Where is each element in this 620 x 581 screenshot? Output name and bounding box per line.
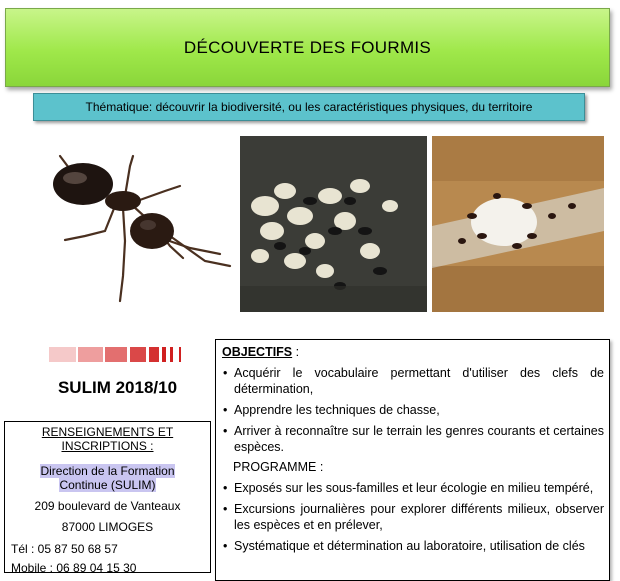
list-item [223, 480, 604, 496]
objectifs-heading [222, 345, 609, 359]
stripe-segment [105, 347, 127, 362]
contact-address: 209 boulevard de Vanteaux [34, 499, 181, 513]
stripe-segment [78, 347, 103, 362]
programme-list [216, 480, 609, 554]
contact-city: 87000 LIMOGES [61, 520, 154, 534]
list-item [223, 501, 604, 533]
bullet: • [223, 403, 228, 417]
list-item-text: Apprendre les techniques de chasse, [234, 403, 440, 417]
ant-colony-with-larvae-photo [240, 136, 427, 312]
list-item [223, 402, 604, 418]
objectifs-suffix: : [292, 345, 300, 359]
list-item-text: Exposés sur les sous-familles et leur écologie en milieu tempéré, [234, 481, 594, 495]
ants-in-test-tube-nest-photo [432, 136, 604, 312]
list-item-text: Acquérir le vocabulaire permettant d'utiliser des clefs de détermination, [234, 366, 604, 396]
bullet: • [223, 366, 228, 380]
list-item-text: Excursions journalières pour explorer différents milieux, observer les espèces et en prélever, [234, 502, 604, 532]
bullet: • [223, 502, 228, 516]
programme-heading [233, 460, 609, 474]
stripe-segment [130, 347, 146, 362]
stripe-segment [162, 347, 166, 362]
ant-closeup-photo [5, 136, 235, 312]
list-item-text: Systématique et détermination au laboratoire, utilisation de clés [234, 539, 585, 553]
page-title: DÉCOUVERTE DES FOURMIS [183, 38, 432, 57]
programme-suffix: : [316, 460, 324, 474]
stripe-segment [149, 347, 159, 362]
org-line: Continue (SULIM) [59, 478, 156, 492]
bullet: • [223, 424, 228, 438]
objectifs-list [216, 365, 609, 455]
contact-tel: Tél : 05 87 50 68 57 [11, 542, 118, 556]
course-code: SULIM 2018/10 [57, 378, 178, 397]
list-item-text: Arriver à reconnaître sur le terrain les genres courants et certaines espèces. [234, 424, 604, 454]
list-item [223, 423, 604, 455]
stripe-segment [179, 347, 181, 362]
contact-heading-line: INSCRIPTIONS : [61, 439, 154, 453]
contact-heading [5, 425, 210, 453]
content-box [215, 339, 610, 581]
contact-mobile: Mobile : 06 89 04 15 30 [11, 561, 137, 575]
contact-organization [34, 464, 182, 492]
list-item [223, 365, 604, 397]
org-line: Direction de la Formation [40, 464, 175, 478]
stripe-segment [49, 347, 76, 362]
bullet: • [223, 481, 228, 495]
list-item [223, 538, 604, 554]
bullet: • [223, 539, 228, 553]
objectifs-title: OBJECTIFS [222, 345, 293, 359]
theme-banner: Thématique: découvrir la biodiversité, ou les caractéristiques physiques, du territoire [33, 93, 585, 121]
contact-box [4, 421, 211, 573]
stripe-segment [170, 347, 173, 362]
title-banner [5, 8, 610, 87]
programme-title: PROGRAMME [233, 460, 317, 474]
contact-heading-line: RENSEIGNEMENTS ET [41, 425, 174, 439]
